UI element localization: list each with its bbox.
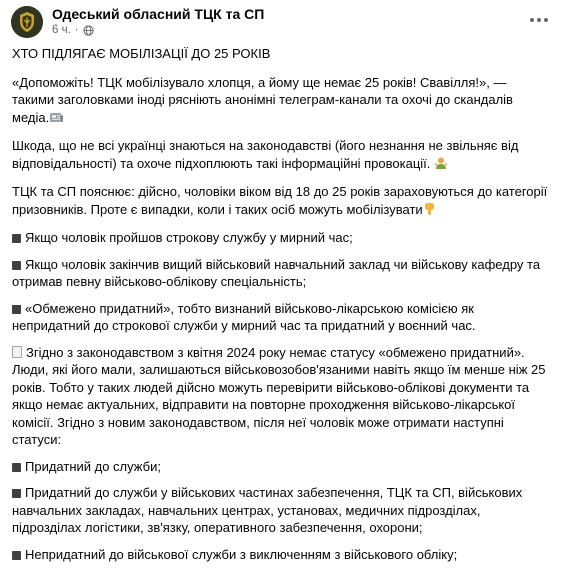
bullet-item [12,256,548,291]
page-name[interactable]: Одеський обласний ТЦК та СП [52,6,265,22]
pointing-down-icon [423,202,436,221]
post-title: ХТО ПІДЛЯГАЄ МОБІЛІЗАЦІЇ ДО 25 РОКІВ [12,46,271,61]
black-square-icon [12,489,21,498]
paragraph-status-text: Згідно з законодавством з квітня 2024 року немає статусу «обмежено придатний». Люди, які його мали, залишаються військовозобов'язаними навіть якщо їм менше ніж 25 років. Тобто у таких людей дійсно можуть перевірити військово-облікові документи та якщо немає актуальних, відправити на повторне проходження військово-лікарської комісії. Згідно з новим законодавством, після неї чоловік може отримати наступні статуси: [12,344,546,447]
paragraph-explain-text: ТЦК та СП пояснює: дійсно, чоловіки віком від 18 до 25 років зараховуються до категорії призовників. Проте є випадки, коли і таких осіб можуть мобілізувати [12,184,548,217]
status-text: Придатний до служби; [25,458,161,474]
page-icon [12,346,22,358]
paragraph-status [12,344,548,449]
status-item [12,458,548,476]
tck-emblem-icon [11,6,43,38]
status-item [12,484,548,537]
bullet-item [12,229,548,247]
bullet-text: Якщо чоловік закінчив вищий військовий навчальний заклад чи військову кафедру та отримав певну військово-облікову спеціальність; [12,256,541,289]
paragraph-law-text: Шкода, що не всі українці знаються на законодавстві (його незнання не звільняє від відповідальності) та охоче підхоплюють такі інформаційні провокації. [12,138,519,171]
paragraph-intro [12,74,548,129]
black-square-icon [12,261,21,270]
black-square-icon [12,463,21,472]
paragraph-law [12,137,548,174]
paragraph-intro-text: «Допоможіть! ТЦК мобілізувало хлопця, а йому ще немає 25 років! Свавілля!», — такими заголовками іноді рясніють анонімні телеграм-канали та охочі до скандалів медіа. [12,74,513,125]
bullet-text: Якщо чоловік пройшов строкову службу у мирний час; [25,230,353,245]
meta-separator: · [74,24,79,36]
bullet-item [12,300,548,335]
page-avatar[interactable] [11,6,43,38]
more-options-icon[interactable] [527,10,551,30]
newspaper-icon [49,111,64,129]
status-item [12,546,548,564]
black-square-icon [12,551,21,560]
post-body [12,45,548,572]
status-text: Придатний до служби у військових частинах забезпечення, ТЦК та СП, військових навчальних закладах, навчальних центрах, установах, медичних підрозділах, підрозділах логістики, зв'язку, оперативного забезпечення, охорони; [12,485,523,535]
paragraph-explain [12,183,548,220]
post-meta [52,24,94,36]
post-header [0,0,563,44]
black-square-icon [12,234,21,243]
post-time[interactable]: 6 ч. [52,24,71,36]
black-square-icon [12,305,21,314]
bullet-text: «Обмежено придатний», тобто визнаний військово-лікарською комісією як непридатний до строкової служби у мирний час та придатний у воєнний час. [12,300,476,333]
globe-icon [83,25,94,36]
person-shrugging-icon [434,156,448,175]
status-text: Непридатний до військової служби з виключенням з військового обліку; [25,546,458,562]
